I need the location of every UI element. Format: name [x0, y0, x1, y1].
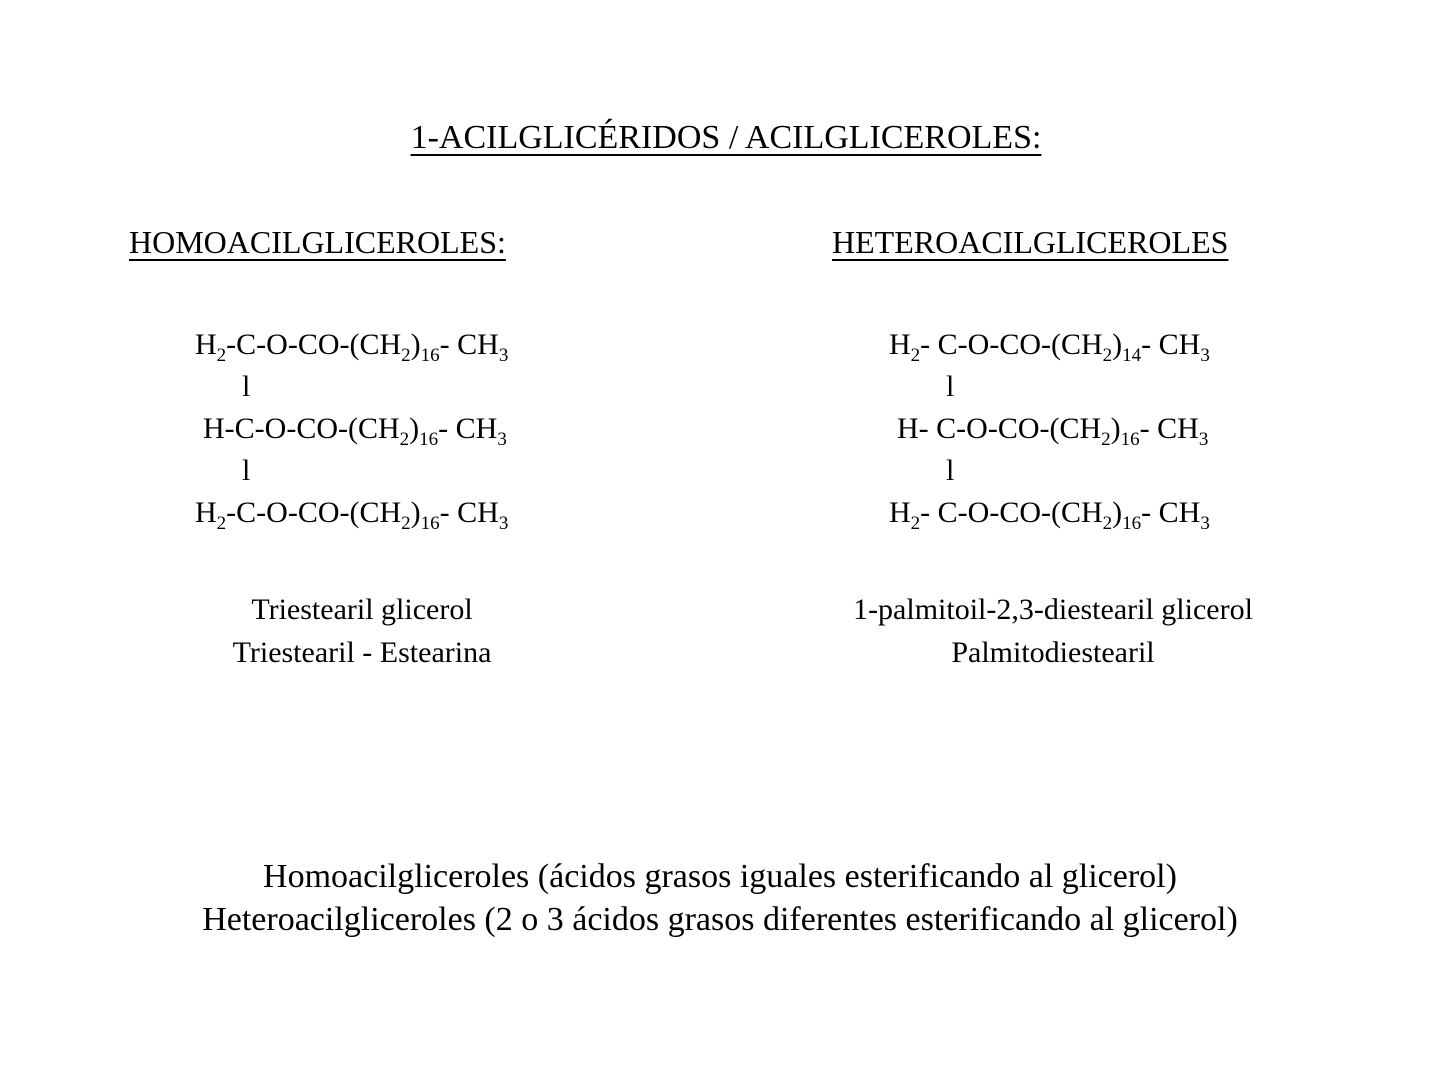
formula-subscript: 3 [1198, 429, 1209, 450]
formula-subscript: 16 [420, 345, 440, 366]
formula-text: - CH [1139, 412, 1199, 445]
homo-name-1: Triestearil glicerol [251, 593, 473, 626]
hetero-name-2: Palmitodiestearil [951, 636, 1155, 669]
formula-text: - CH [439, 496, 499, 529]
formula-text: - CH [439, 328, 499, 361]
formula-text: ) [1110, 412, 1121, 445]
formula-text: H [195, 328, 217, 361]
formula-text: - C-O-CO-(CH [918, 412, 1102, 445]
formula-subscript: 3 [498, 345, 509, 366]
formula-line-1 [195, 324, 508, 366]
bond-line: l [242, 370, 251, 403]
formula-text: -C-O-CO-(CH [226, 496, 402, 529]
formula-text: H [889, 496, 911, 529]
heteroacylglycerols-heading: HETEROACILGLICEROLES [832, 224, 1229, 260]
formula-line-1 [889, 324, 1210, 366]
homoacylglycerols-heading: HOMOACILGLICEROLES: [129, 224, 506, 260]
formula-text: H [203, 412, 225, 445]
formula-line-2 [203, 408, 507, 450]
hetero-name-1: 1-palmitoil-2,3-diestearil glicerol [853, 593, 1253, 626]
bond-line: l [946, 454, 955, 487]
formula-text: ) [1112, 328, 1123, 361]
formula-subscript: 2 [399, 429, 410, 450]
formula-subscript: 2 [401, 513, 411, 534]
formula-text: ) [409, 412, 420, 445]
formula-text: H [897, 412, 919, 445]
page-title: 1-ACILGLICÉRIDOS / ACILGLICEROLES: [410, 119, 1042, 156]
formula-subscript: 3 [1200, 345, 1210, 366]
formula-subscript: 2 [910, 513, 921, 534]
formula-subscript: 16 [419, 429, 439, 450]
homo-definition: Homoacilgliceroles (ácidos grasos iguales esterificando al glicerol) [263, 858, 1177, 895]
formula-text: -C-O-CO-(CH [224, 412, 400, 445]
formula-subscript: 16 [1120, 429, 1140, 450]
formula-text: H [889, 328, 911, 361]
formula-subscript: 2 [216, 513, 227, 534]
bond-line: l [946, 370, 955, 403]
formula-text: ) [410, 496, 421, 529]
formula-subscript: 2 [910, 345, 921, 366]
formula-subscript: 14 [1122, 345, 1142, 366]
formula-subscript: 2 [1102, 345, 1113, 366]
formula-text: ) [1112, 496, 1123, 529]
formula-line-3 [195, 492, 508, 534]
hetero-definition: Heteroacilgliceroles (2 o 3 ácidos grasos diferentes esterificando al glicerol) [202, 901, 1238, 938]
formula-text: ) [410, 328, 421, 361]
formula-line-3 [889, 492, 1210, 534]
formula-subscript: 16 [1122, 513, 1142, 534]
formula-subscript: 3 [1200, 513, 1210, 534]
formula-subscript: 3 [498, 513, 509, 534]
formula-text: - CH [1141, 496, 1201, 529]
bond-line: l [242, 454, 251, 487]
formula-line-2 [897, 408, 1208, 450]
formula-subscript: 16 [420, 513, 440, 534]
formula-text: - C-O-CO-(CH [920, 328, 1103, 361]
formula-text: -C-O-CO-(CH [226, 328, 402, 361]
homo-name-2: Triestearil - Estearina [232, 636, 492, 669]
formula-text: - C-O-CO-(CH [920, 496, 1103, 529]
formula-text: H [195, 496, 217, 529]
formula-subscript: 2 [1101, 429, 1111, 450]
formula-subscript: 2 [216, 345, 227, 366]
formula-subscript: 3 [497, 429, 507, 450]
formula-subscript: 2 [401, 345, 411, 366]
formula-subscript: 2 [1102, 513, 1113, 534]
formula-text: - CH [438, 412, 498, 445]
formula-text: - CH [1141, 328, 1201, 361]
